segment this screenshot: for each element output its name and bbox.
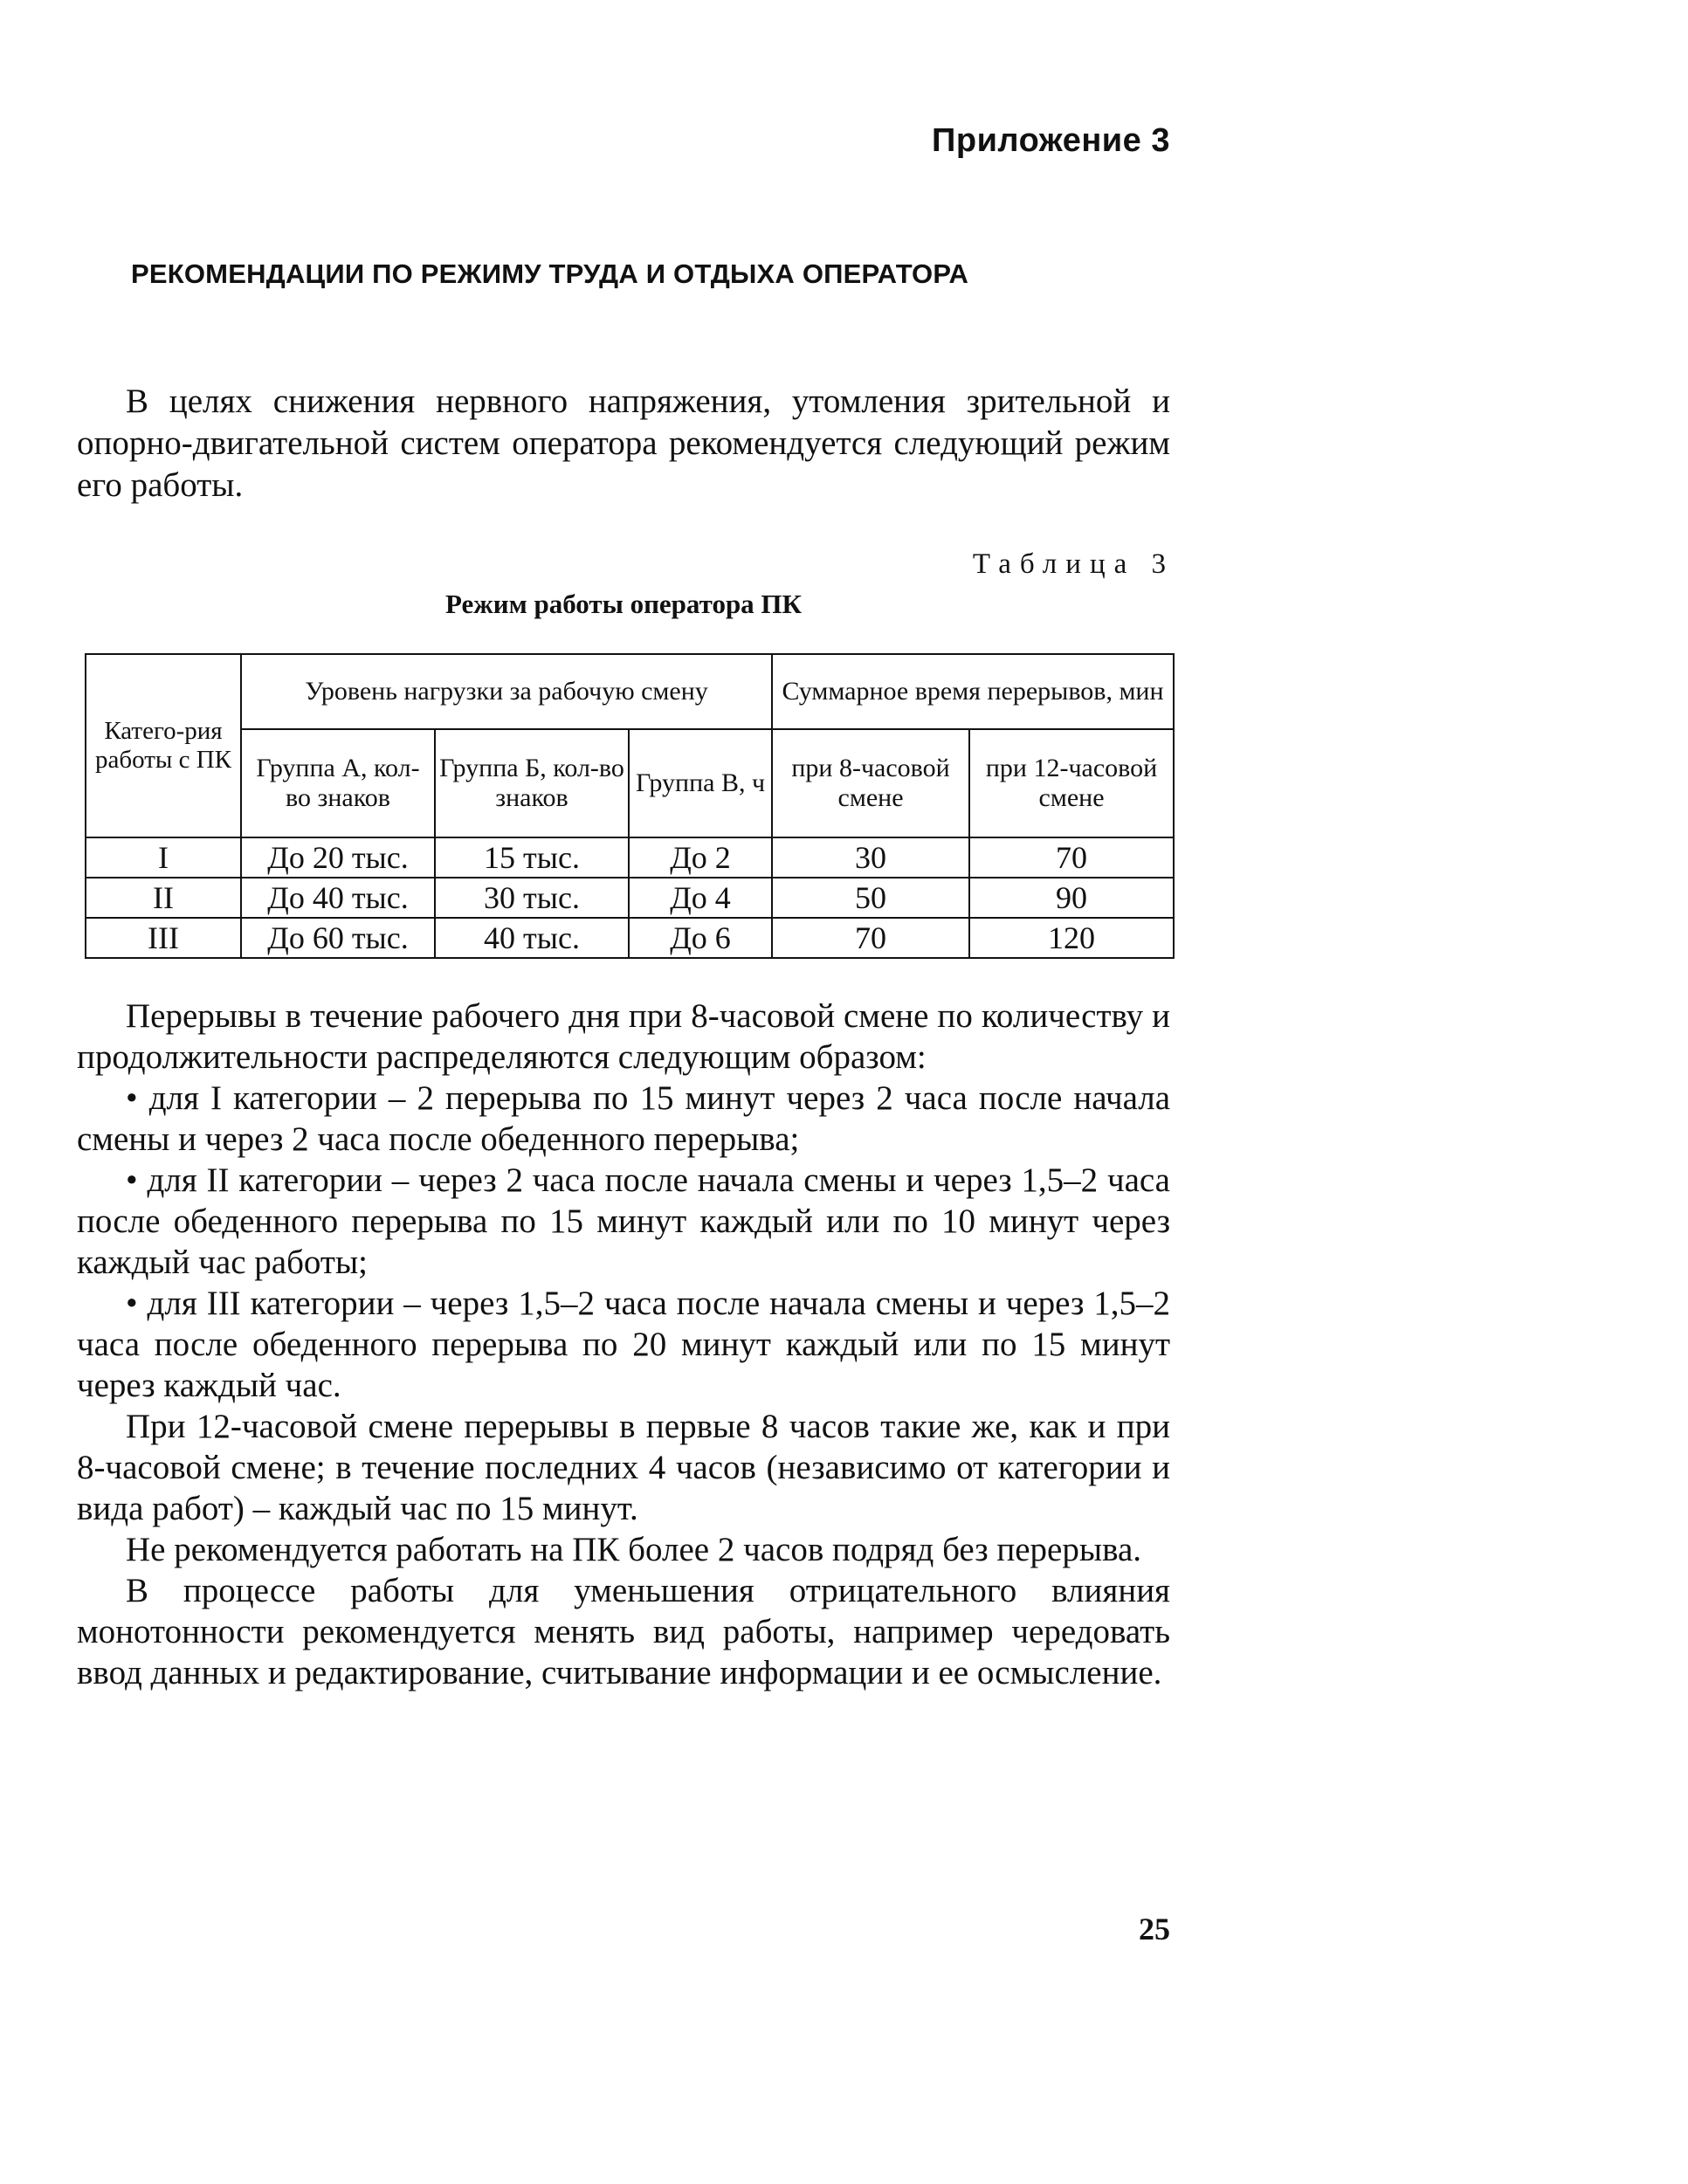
cell-shift-8: 30 bbox=[772, 837, 969, 878]
header-group-a: Группа А, кол-во знаков bbox=[241, 729, 435, 837]
cell-shift-8: 50 bbox=[772, 878, 969, 918]
intro-paragraph: В целях снижения нервного напряжения, утомления зрительной и опорно-двигательной систем оператора рекомендуется следующий режим его работы. bbox=[77, 382, 1170, 504]
cell-group-b: 30 тыс. bbox=[435, 878, 629, 918]
cell-group-b: 40 тыс. bbox=[435, 918, 629, 958]
cell-group-a: До 20 тыс. bbox=[241, 837, 435, 878]
header-group-v: Группа В, ч bbox=[629, 729, 772, 837]
header-load-level: Уровень нагрузки за рабочую смену bbox=[241, 654, 772, 729]
cell-shift-12: 90 bbox=[969, 878, 1174, 918]
cell-category: III bbox=[86, 918, 241, 958]
header-category: Катего-рия работы с ПК bbox=[86, 654, 241, 837]
header-group-b: Группа Б, кол-во знаков bbox=[435, 729, 629, 837]
cell-group-v: До 6 bbox=[629, 918, 772, 958]
cell-shift-8: 70 bbox=[772, 918, 969, 958]
cell-group-a: До 60 тыс. bbox=[241, 918, 435, 958]
cell-group-v: До 2 bbox=[629, 837, 772, 878]
table-number: Таблица 3 bbox=[972, 548, 1175, 580]
cell-group-b: 15 тыс. bbox=[435, 837, 629, 878]
twelve-hour-paragraph: При 12-часовой смене перерывы в первые 8 часов такие же, как и при 8-часовой смене; в течение последних 4 часов (независимо от категории и вида работ) – каждый час по 15 минут. bbox=[77, 1408, 1170, 1527]
page-heading: РЕКОМЕНДАЦИИ ПО РЕЖИМУ ТРУДА И ОТДЫХА ОПЕРАТОРА bbox=[131, 258, 969, 289]
table-header-row bbox=[86, 654, 1174, 729]
cell-shift-12: 120 bbox=[969, 918, 1174, 958]
work-mode-table bbox=[85, 653, 1175, 959]
cell-category: II bbox=[86, 878, 241, 918]
header-total-break: Суммарное время перерывов, мин bbox=[772, 654, 1174, 729]
table-row bbox=[86, 918, 1174, 958]
header-shift-8: при 8-часовой смене bbox=[772, 729, 969, 837]
breaks-intro-paragraph: Перерывы в течение рабочего дня при 8-часовой смене по количеству и продолжительности распределяются следующим образом: bbox=[77, 997, 1170, 1076]
no-long-work-paragraph: Не рекомендуется работать на ПК более 2 часов подряд без перерыва. bbox=[126, 1531, 1142, 1568]
cell-shift-12: 70 bbox=[969, 837, 1174, 878]
bullet-category-3: • для III категории – через 1,5–2 часа после начала смены и через 1,5–2 часа после обеденного перерыва по 20 минут каждый или по 15 минут через каждый час. bbox=[77, 1285, 1170, 1404]
table-subheader-row bbox=[86, 729, 1174, 837]
table-row bbox=[86, 837, 1174, 878]
header-shift-12: при 12-часовой смене bbox=[969, 729, 1174, 837]
bullet-category-1: • для I категории – 2 перерыва по 15 минут через 2 часа после начала смены и через 2 часа после обеденного перерыва; bbox=[77, 1079, 1170, 1158]
cell-category: I bbox=[86, 837, 241, 878]
cell-group-a: До 40 тыс. bbox=[241, 878, 435, 918]
monotony-paragraph: В процессе работы для уменьшения отрицательного влияния монотонности рекомендуется менять вид работы, например чередовать ввод данных и редактирование, считывание информации и ее осмысление. bbox=[77, 1572, 1170, 1691]
appendix-label: Приложение 3 bbox=[932, 122, 1170, 159]
body-text bbox=[77, 996, 1170, 1693]
table-row bbox=[86, 878, 1174, 918]
page-number: 25 bbox=[1139, 1912, 1170, 1946]
table-caption: Режим работы оператора ПК bbox=[444, 589, 803, 619]
bullet-category-2: • для II категории – через 2 часа после начала смены и через 1,5–2 часа после обеденного перерыва по 15 минут каждый или по 10 минут через каждый час работы; bbox=[77, 1161, 1170, 1281]
cell-group-v: До 4 bbox=[629, 878, 772, 918]
